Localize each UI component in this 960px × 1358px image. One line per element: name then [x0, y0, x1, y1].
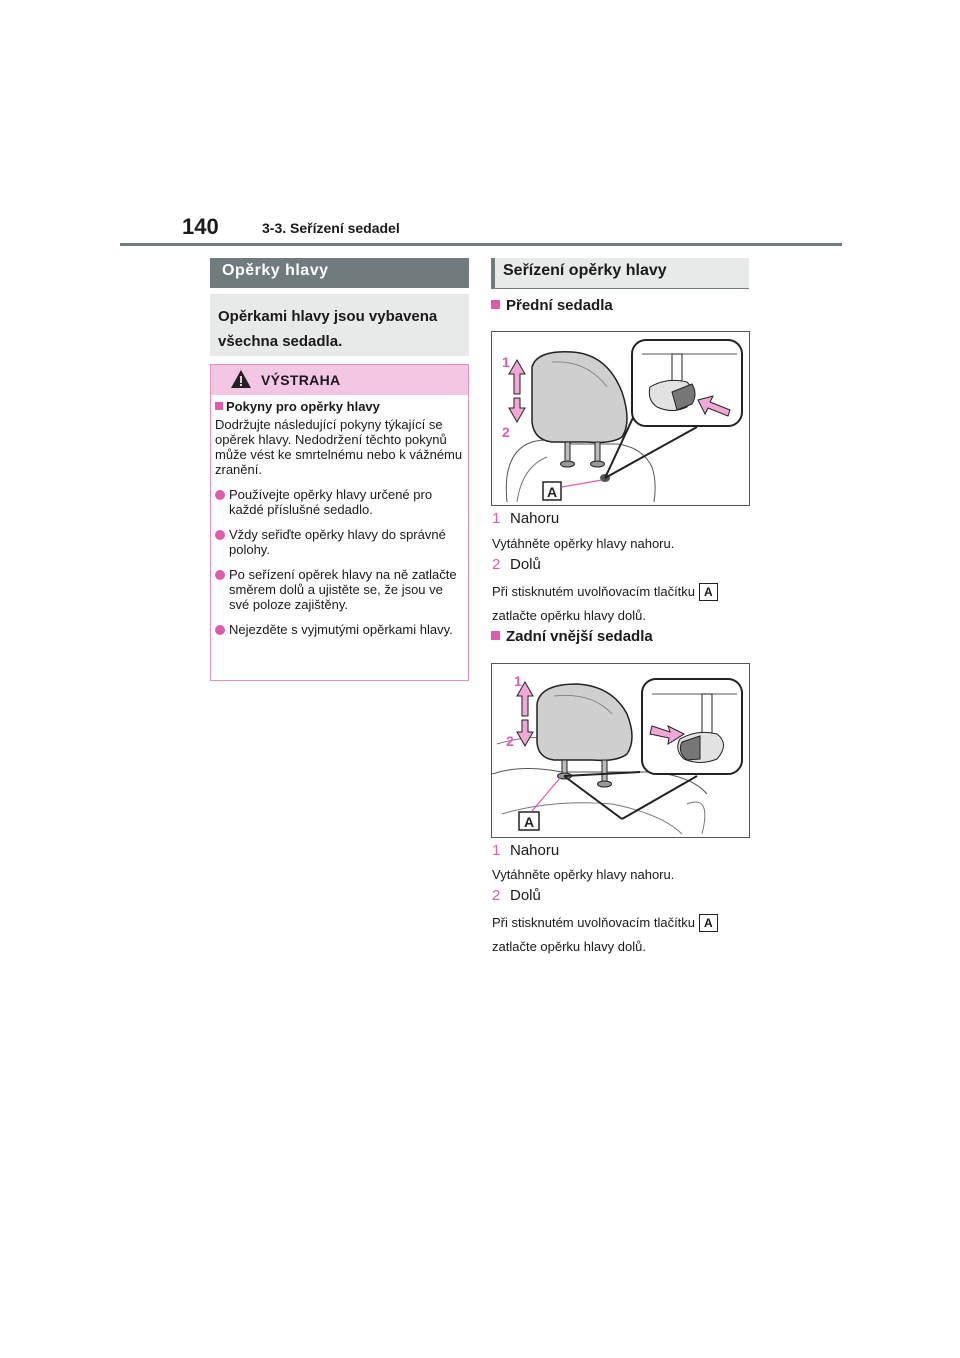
section-rule: [491, 288, 749, 289]
step-number: 1: [492, 510, 501, 527]
down-arrow-icon: [517, 720, 533, 746]
square-bullet-icon: [491, 300, 500, 309]
header-rule: [120, 243, 842, 246]
button-a-ref: A: [699, 583, 718, 601]
front-headrest-illustration: [492, 332, 749, 505]
warning-box: [210, 364, 469, 681]
up-arrow-icon: [509, 360, 525, 394]
step-label: Nahoru: [510, 842, 560, 859]
front-step-up: [492, 510, 559, 527]
rear-step-down-desc: [492, 911, 752, 959]
warning-label: VÝSTRAHA: [261, 372, 341, 388]
desc-text: zatlačte opěrku hlavy dolů.: [492, 608, 646, 623]
bullet-dot-icon: [215, 490, 225, 500]
headrest-section-bar: [210, 258, 469, 288]
step-label: Dolů: [510, 887, 541, 904]
step-number: 1: [492, 842, 501, 859]
step-number: 2: [492, 556, 501, 573]
desc-text: Při stisknutém uvolňovacím tlačítku: [492, 915, 696, 930]
warning-text: Dodržujte následující pokyny týkající se opěrek hlavy. Nedodržení těchto pokynů může vést ke smrtelnému nebo k vážnému zranění.: [215, 417, 463, 477]
figure-label-up: 1: [502, 354, 510, 370]
warning-bullet: Nejezděte s vyjmutými opěrkami hlavy.: [215, 622, 463, 637]
headrest-section-title: Opěrky hlavy: [222, 262, 329, 279]
step-number: 2: [492, 887, 501, 904]
step-label: Nahoru: [510, 510, 560, 527]
bullet-dot-icon: [215, 570, 225, 580]
button-a-ref: A: [699, 914, 718, 932]
front-step-down-desc: [492, 580, 752, 628]
adjust-section-bar: [491, 258, 749, 288]
rear-seats-heading: Zadní vnější sedadla: [491, 628, 653, 645]
warning-triangle-icon: [230, 369, 252, 389]
rear-step-up-desc: Vytáhněte opěrky hlavy nahoru.: [492, 867, 675, 882]
warning-bullet: Po seřízení opěrek hlavy na ně zatlačte směrem dolů a ujistěte se, že jsou ve své poloze zajištěny.: [215, 567, 463, 612]
down-arrow-icon: [509, 398, 525, 422]
front-seats-heading: Přední sedadla: [491, 297, 613, 314]
section-title: 3-3. Seřízení sedadel: [262, 220, 400, 236]
intro-box: [210, 294, 469, 356]
square-bullet-icon: [491, 631, 500, 640]
adjust-section-title: Seřízení opěrky hlavy: [503, 262, 667, 279]
bullet-dot-icon: [215, 625, 225, 635]
rear-step-up: [492, 842, 559, 859]
front-step-up-desc: Vytáhněte opěrky hlavy nahoru.: [492, 536, 675, 551]
figure-label-up: 1: [514, 673, 522, 689]
figure-label-down: 2: [502, 424, 510, 440]
page-number: 140: [182, 214, 219, 239]
bullet-dot-icon: [215, 530, 225, 540]
desc-text: zatlačte opěrku hlavy dolů.: [492, 939, 646, 954]
front-step-down: [492, 556, 541, 573]
desc-text: Při stisknutém uvolňovacím tlačítku: [492, 584, 696, 599]
square-bullet-icon: [215, 402, 223, 410]
warning-header: [211, 365, 468, 395]
figure-label-button: A: [547, 484, 558, 500]
rear-headrest-illustration: [492, 664, 749, 837]
intro-text: Opěrkami hlavy jsou vybavena všechna sedadla.: [218, 308, 438, 350]
warning-bullet: Vždy seřiďte opěrky hlavy do správné polohy.: [215, 527, 463, 557]
figure-label-down: 2: [506, 733, 514, 749]
step-label: Dolů: [510, 556, 541, 573]
front-headrest-figure: [491, 331, 750, 506]
warning-body: [215, 399, 463, 637]
warning-bullet: Používejte opěrky hlavy určené pro každé příslušné sedadlo.: [215, 487, 463, 517]
warning-subtitle: Pokyny pro opěrky hlavy: [215, 399, 463, 414]
rear-step-down: [492, 887, 541, 904]
rear-headrest-figure: [491, 663, 750, 838]
section-accent: [491, 258, 495, 288]
figure-label-button: A: [524, 814, 535, 830]
